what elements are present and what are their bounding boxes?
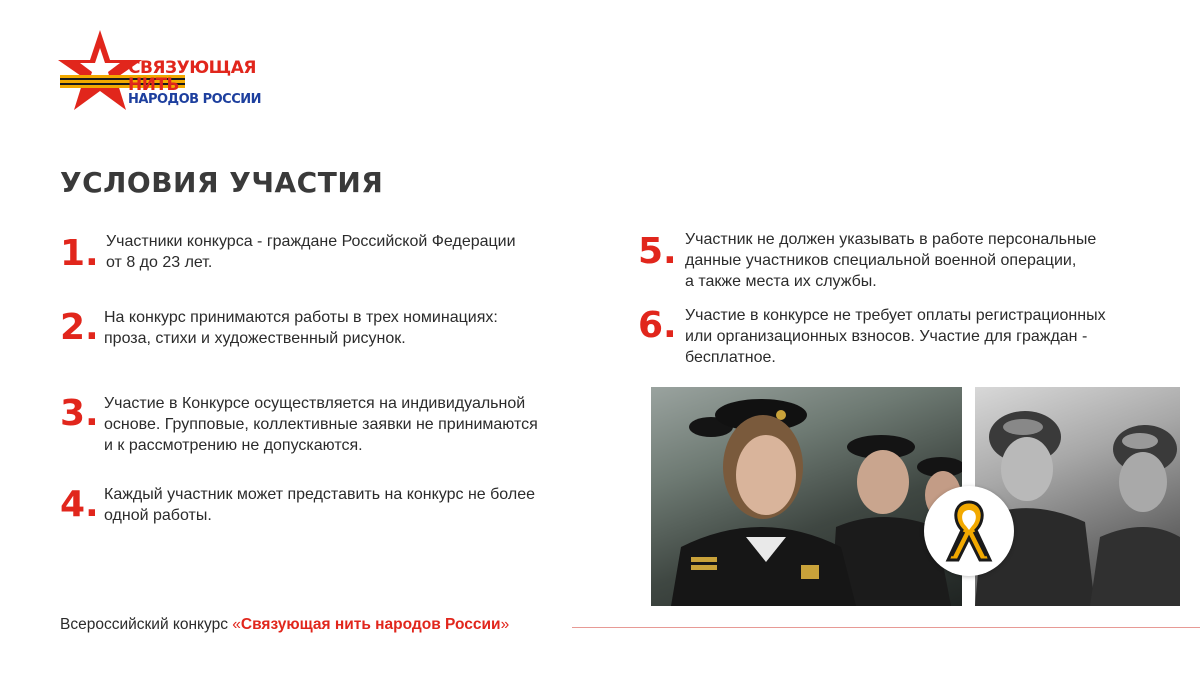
item-number: 1. [60, 233, 99, 274]
condition-item-5 [638, 232, 1178, 302]
item-line: На конкурс принимаются работы в трех номинациях: [104, 309, 498, 326]
brand-logo [58, 28, 262, 114]
item-line: Участие в Конкурсе осуществляется на индивидуальной [104, 395, 526, 412]
item-line: и к рассмотрению не допускаются. [104, 437, 363, 454]
condition-item-6 [638, 305, 1178, 378]
condition-item-3 [60, 393, 620, 466]
item-line: Участие в конкурсе не требует оплаты регистрационных [685, 307, 1106, 324]
item-line: данные участников специальной военной операции, [685, 252, 1077, 269]
item-line: Участники конкурса - граждане Российской Федерации [106, 233, 516, 250]
item-line: проза, стихи и художественный рисунок. [104, 330, 406, 347]
st-george-ribbon-icon [924, 486, 1014, 576]
item-line: или организационных взносов. Участие для граждан - [685, 328, 1088, 345]
footer-caption [60, 616, 509, 634]
item-number: 2. [60, 307, 99, 348]
logo-line-3: НАРОДОВ РОССИИ [128, 92, 262, 107]
item-number: 5. [638, 231, 677, 272]
item-number: 6. [638, 305, 677, 346]
footer-brand: Связующая нить народов России [240, 616, 501, 633]
item-line: бесплатное. [685, 349, 776, 366]
item-line: одной работы. [104, 507, 212, 524]
condition-item-4 [60, 484, 620, 537]
footer-divider [572, 627, 1200, 628]
item-text [104, 393, 538, 456]
footer-quote-open: « [232, 616, 241, 633]
item-text [104, 307, 498, 349]
item-line: основе. Групповые, коллективные заявки не принимаются [104, 416, 538, 433]
item-number: 3. [60, 393, 99, 434]
item-text [106, 231, 516, 273]
condition-item-1 [60, 234, 620, 294]
item-text [685, 229, 1096, 292]
logo-line-1: СВЯЗУЮЩАЯ [128, 58, 256, 78]
logo-line-2: НИТЬ [128, 75, 180, 95]
item-text [104, 484, 535, 526]
page-title: УСЛОВИЯ УЧАСТИЯ [60, 166, 384, 199]
item-line: от 8 до 23 лет. [106, 254, 213, 271]
footer-quote-close: » [500, 616, 510, 633]
item-line: а также места их службы. [685, 273, 877, 290]
item-number: 4. [60, 484, 99, 525]
st-george-ribbon-badge [924, 486, 1014, 576]
condition-item-2 [60, 307, 620, 370]
item-line: Участник не должен указывать в работе персональные [685, 231, 1097, 248]
cadets-photo [651, 387, 962, 606]
footer-prefix: Всероссийский конкурс [60, 616, 233, 633]
item-line: Каждый участник может представить на конкурс не более [104, 486, 535, 503]
item-text [685, 305, 1106, 368]
